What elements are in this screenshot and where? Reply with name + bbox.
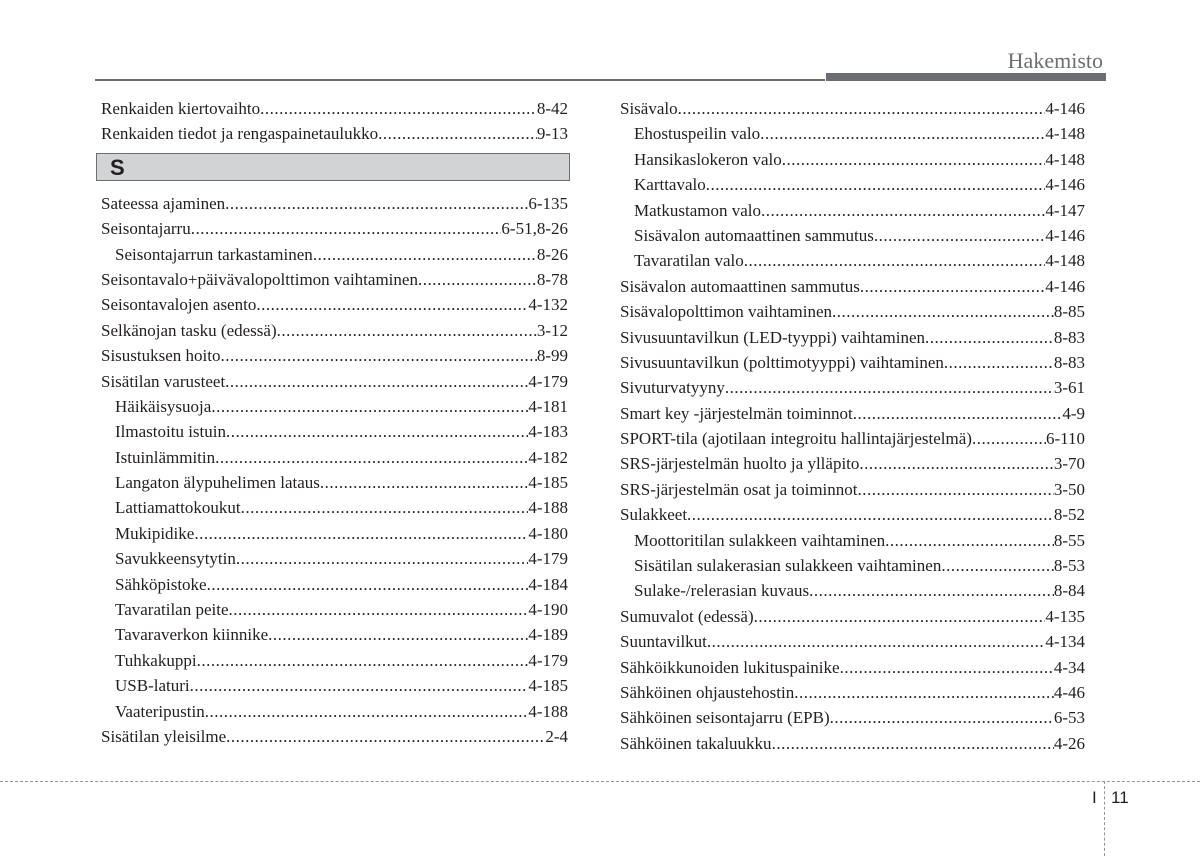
entry-term: Häikäisysuoja (115, 396, 212, 416)
entry-term: Sivuturvatyyny (620, 378, 725, 398)
dot-leader (853, 401, 1063, 426)
dot-leader (378, 121, 537, 146)
dot-leader (772, 731, 1054, 756)
index-entry (620, 451, 1085, 476)
entry-page-ref: 3-70 (1053, 454, 1085, 474)
dot-leader (225, 191, 528, 216)
dot-leader (725, 375, 1054, 400)
index-entry (101, 724, 568, 749)
entry-term: Tavaraverkon kiinnike (115, 625, 269, 645)
dot-leader (191, 216, 502, 241)
index-entry (620, 375, 1085, 400)
entry-term: Seisontavalo+päivävalopolttimon vaihtaminen (101, 269, 418, 289)
index-entry (101, 191, 568, 216)
entry-page-ref: 4-9 (1062, 403, 1085, 423)
section-header-s (96, 153, 570, 181)
entry-term: Sumuvalot (edessä) (620, 606, 754, 626)
entry-page-ref: 4-181 (528, 396, 568, 416)
index-entry (620, 426, 1085, 451)
index-entry (101, 121, 568, 146)
index-entry (101, 292, 568, 317)
dot-leader (972, 426, 1046, 451)
entry-page-ref: 4-179 (528, 371, 568, 391)
entry-page-ref: 6-135 (528, 193, 568, 213)
entry-page-ref: 8-83 (1053, 327, 1085, 347)
index-entry (101, 318, 568, 343)
entry-term: Ilmastoitu istuin (115, 422, 226, 442)
index-entry (620, 274, 1085, 299)
right-section-entries (620, 96, 1085, 756)
index-subentry (101, 699, 568, 724)
index-subentry (101, 521, 568, 546)
dot-leader (207, 572, 529, 597)
index-subentry (101, 648, 568, 673)
entry-page-ref: 8-84 (1053, 581, 1085, 601)
entry-term: Sulake-/relerasian kuvaus (634, 581, 810, 601)
entry-page-ref: 3-61 (1053, 378, 1085, 398)
dot-leader (268, 622, 528, 647)
page-header-title: Hakemisto (1007, 48, 1103, 73)
entry-page-ref: 8-85 (1053, 302, 1085, 322)
index-subentry (620, 528, 1085, 553)
dot-leader (707, 629, 1045, 654)
dot-leader (190, 673, 529, 698)
dot-leader (794, 680, 1054, 705)
index-subentry (620, 223, 1085, 248)
left-section-entries (101, 191, 568, 750)
entry-page-ref: 4-179 (528, 549, 568, 569)
entry-term: Tuhkakuppi (115, 650, 197, 670)
entry-term: SRS-järjestelmän huolto ja ylläpito (620, 454, 860, 474)
index-entry (620, 655, 1085, 680)
entry-page-ref: 4-146 (1045, 276, 1085, 296)
index-column-right (620, 96, 1085, 756)
dot-leader (830, 705, 1054, 730)
entry-page-ref: 4-185 (528, 676, 568, 696)
index-entry (620, 502, 1085, 527)
dot-leader (418, 267, 537, 292)
index-entry (620, 680, 1085, 705)
entry-term: Sisätilan sulakerasian sulakkeen vaihtaminen (634, 556, 942, 576)
entry-page-ref: 4-189 (528, 625, 568, 645)
dot-leader (194, 521, 528, 546)
section-letter: S (110, 154, 125, 180)
dot-leader (874, 223, 1045, 248)
entry-page-ref: 2-4 (545, 726, 568, 746)
entry-page-ref: 8-53 (1053, 556, 1085, 576)
left-top-entries (101, 96, 568, 147)
entry-page-ref: 4-188 (528, 498, 568, 518)
dot-leader (241, 495, 529, 520)
dot-leader (754, 604, 1046, 629)
entry-page-ref: 9-13 (536, 124, 568, 144)
entry-term: Hansikaslokeron valo (634, 149, 782, 169)
entry-page-ref: 8-55 (1053, 530, 1085, 550)
entry-term: Sisävalon automaattinen sammutus (620, 276, 860, 296)
index-entry (620, 731, 1085, 756)
dot-leader (320, 470, 528, 495)
entry-term: Ehostuspeilin valo (634, 124, 761, 144)
entry-term: Sisustuksen hoito (101, 346, 221, 366)
dot-leader (215, 445, 528, 470)
dot-leader (744, 248, 1046, 273)
entry-page-ref: 4-26 (1053, 733, 1085, 753)
index-entry (620, 299, 1085, 324)
index-entry (101, 343, 568, 368)
index-subentry (101, 673, 568, 698)
entry-page-ref: 4-146 (1045, 175, 1085, 195)
entry-term: Sateessa ajaminen (101, 193, 226, 213)
dot-leader (809, 578, 1054, 603)
dot-leader (313, 242, 537, 267)
entry-term: Sivusuuntavilkun (polttimotyyppi) vaihtaminen (620, 352, 944, 372)
entry-term: Sisätilan yleisilme (101, 726, 227, 746)
dot-leader (761, 198, 1045, 223)
index-subentry (101, 622, 568, 647)
index-subentry (101, 394, 568, 419)
dot-leader (706, 172, 1046, 197)
entry-term: Seisontajarru (101, 219, 191, 239)
dot-leader (197, 648, 529, 673)
header-rule (95, 79, 825, 81)
entry-page-ref: 4-132 (528, 295, 568, 315)
index-subentry (101, 242, 568, 267)
index-entry (620, 96, 1085, 121)
index-subentry (101, 445, 568, 470)
entry-page-ref: 8-99 (536, 346, 568, 366)
dot-leader (832, 299, 1054, 324)
page-number: 11 (1111, 788, 1129, 807)
index-subentry (620, 578, 1085, 603)
entry-term: Savukkeensytytin (115, 549, 236, 569)
entry-term: Sähköinen ohjaustehostin (620, 682, 795, 702)
dot-leader (859, 451, 1053, 476)
entry-page-ref: 4-184 (528, 574, 568, 594)
entry-page-ref: 4-146 (1045, 99, 1085, 118)
entry-page-ref: 4-188 (528, 701, 568, 721)
entry-term: USB-laturi (115, 676, 190, 696)
index-subentry (620, 248, 1085, 273)
dot-leader (840, 655, 1054, 680)
entry-term: Lattiamattokoukut (115, 498, 241, 518)
entry-term: SPORT-tila (ajotilaan integroitu hallintajärjestelmä) (620, 429, 972, 449)
index-entry (101, 369, 568, 394)
dot-leader (229, 597, 529, 622)
dot-leader (760, 121, 1045, 146)
index-entry (620, 629, 1085, 654)
index-subentry (620, 553, 1085, 578)
entry-term: Sisävalopolttimon vaihtaminen (620, 302, 833, 322)
entry-term: Tavaratilan valo (634, 251, 744, 271)
index-subentry (101, 572, 568, 597)
dot-leader (205, 699, 529, 724)
entry-page-ref: 4-185 (528, 473, 568, 493)
dot-leader (885, 528, 1054, 553)
entry-term: Sähköikkunoiden lukituspainike (620, 657, 840, 677)
entry-page-ref: 3-50 (1053, 479, 1085, 499)
index-subentry (620, 121, 1085, 146)
entry-term: Langaton älypuhelimen lataus (115, 473, 320, 493)
entry-page-ref: 8-78 (536, 269, 568, 289)
dot-leader (944, 350, 1054, 375)
entry-page-ref: 6-51,8-26 (501, 219, 568, 239)
entry-page-ref: 4-183 (528, 422, 568, 442)
dot-leader (236, 546, 528, 571)
entry-page-ref: 4-190 (528, 600, 568, 620)
entry-page-ref: 4-148 (1045, 251, 1085, 271)
index-entry (101, 267, 568, 292)
dot-leader (687, 502, 1054, 527)
entry-term: Moottoritilan sulakkeen vaihtaminen (634, 530, 886, 550)
index-subentry (620, 147, 1085, 172)
dot-leader (226, 724, 545, 749)
footer-divider (0, 781, 1200, 782)
entry-page-ref: 8-52 (1053, 505, 1085, 525)
entry-term: Karttavalo (634, 175, 706, 195)
dot-leader (226, 419, 528, 444)
entry-term: Vaateripustin (115, 701, 205, 721)
entry-page-ref: 4-179 (528, 650, 568, 670)
entry-term: Matkustamon valo (634, 200, 762, 220)
index-subentry (101, 419, 568, 444)
index-entry (620, 604, 1085, 629)
entry-term: Sähköinen seisontajarru (EPB) (620, 708, 830, 728)
dot-leader (256, 292, 528, 317)
entry-term: Renkaiden tiedot ja rengaspainetaulukko (101, 124, 379, 144)
dot-leader (925, 325, 1054, 350)
index-subentry (101, 597, 568, 622)
index-entry (101, 216, 568, 241)
entry-page-ref: 4-46 (1053, 682, 1085, 702)
entry-term: Sulakkeet (620, 505, 688, 525)
entry-page-ref: 4-146 (1045, 225, 1085, 245)
entry-term: Seisontajarrun tarkastaminen (115, 244, 313, 264)
entry-page-ref: 4-34 (1053, 657, 1085, 677)
index-entry (101, 96, 568, 121)
entry-term: Sähköinen takaluukku (620, 733, 772, 753)
dot-leader (211, 394, 528, 419)
entry-page-ref: 4-147 (1045, 200, 1085, 220)
dot-leader (277, 318, 537, 343)
dot-leader (221, 343, 537, 368)
dot-leader (260, 96, 537, 121)
index-column-left (101, 96, 568, 749)
entry-term: Suuntavilkut (620, 632, 707, 652)
entry-page-ref: 4-148 (1045, 124, 1085, 144)
entry-term: Sisävalon automaattinen sammutus (634, 225, 874, 245)
entry-page-ref: 3-12 (536, 320, 568, 340)
index-entry (620, 325, 1085, 350)
entry-term: Sähköpistoke (115, 574, 207, 594)
entry-term: Istuinlämmitin (115, 447, 216, 467)
dot-leader (225, 369, 528, 394)
dot-leader (782, 147, 1046, 172)
entry-term: Tavaratilan peite (115, 600, 229, 620)
index-subentry (620, 198, 1085, 223)
dot-leader (678, 96, 1046, 121)
entry-page-ref: 6-53 (1053, 708, 1085, 728)
entry-page-ref: 6-110 (1045, 429, 1085, 449)
entry-term: Sisävalo (620, 99, 678, 118)
index-subentry (101, 495, 568, 520)
index-subentry (620, 172, 1085, 197)
entry-term: Smart key -järjestelmän toiminnot (620, 403, 853, 423)
entry-term: SRS-järjestelmän osat ja toiminnot (620, 479, 858, 499)
entry-page-ref: 4-134 (1045, 632, 1085, 652)
entry-page-ref: 4-148 (1045, 149, 1085, 169)
footer-vertical-divider (1104, 781, 1105, 856)
dot-leader (941, 553, 1054, 578)
index-subentry (101, 546, 568, 571)
index-entry (620, 705, 1085, 730)
entry-term: Mukipidike (115, 523, 195, 543)
entry-term: Seisontavalojen asento (101, 295, 257, 315)
entry-page-ref: 8-26 (536, 244, 568, 264)
index-subentry (101, 470, 568, 495)
header-rule-accent (826, 73, 1106, 81)
entry-page-ref: 4-135 (1045, 606, 1085, 626)
index-entry (620, 477, 1085, 502)
index-entry (620, 401, 1085, 426)
entry-term: Sivusuuntavilkun (LED-tyyppi) vaihtaminen (620, 327, 926, 347)
entry-page-ref: 4-180 (528, 523, 568, 543)
dot-leader (860, 274, 1045, 299)
entry-page-ref: 8-83 (1053, 352, 1085, 372)
index-entry (620, 350, 1085, 375)
dot-leader (858, 477, 1054, 502)
entry-page-ref: 4-182 (528, 447, 568, 467)
entry-term: Selkänojan tasku (edessä) (101, 320, 277, 340)
entry-term: Sisätilan varusteet (101, 371, 226, 391)
footer-section-label: I (1092, 788, 1097, 807)
entry-page-ref: 8-42 (536, 99, 568, 118)
entry-term: Renkaiden kiertovaihto (101, 99, 261, 118)
